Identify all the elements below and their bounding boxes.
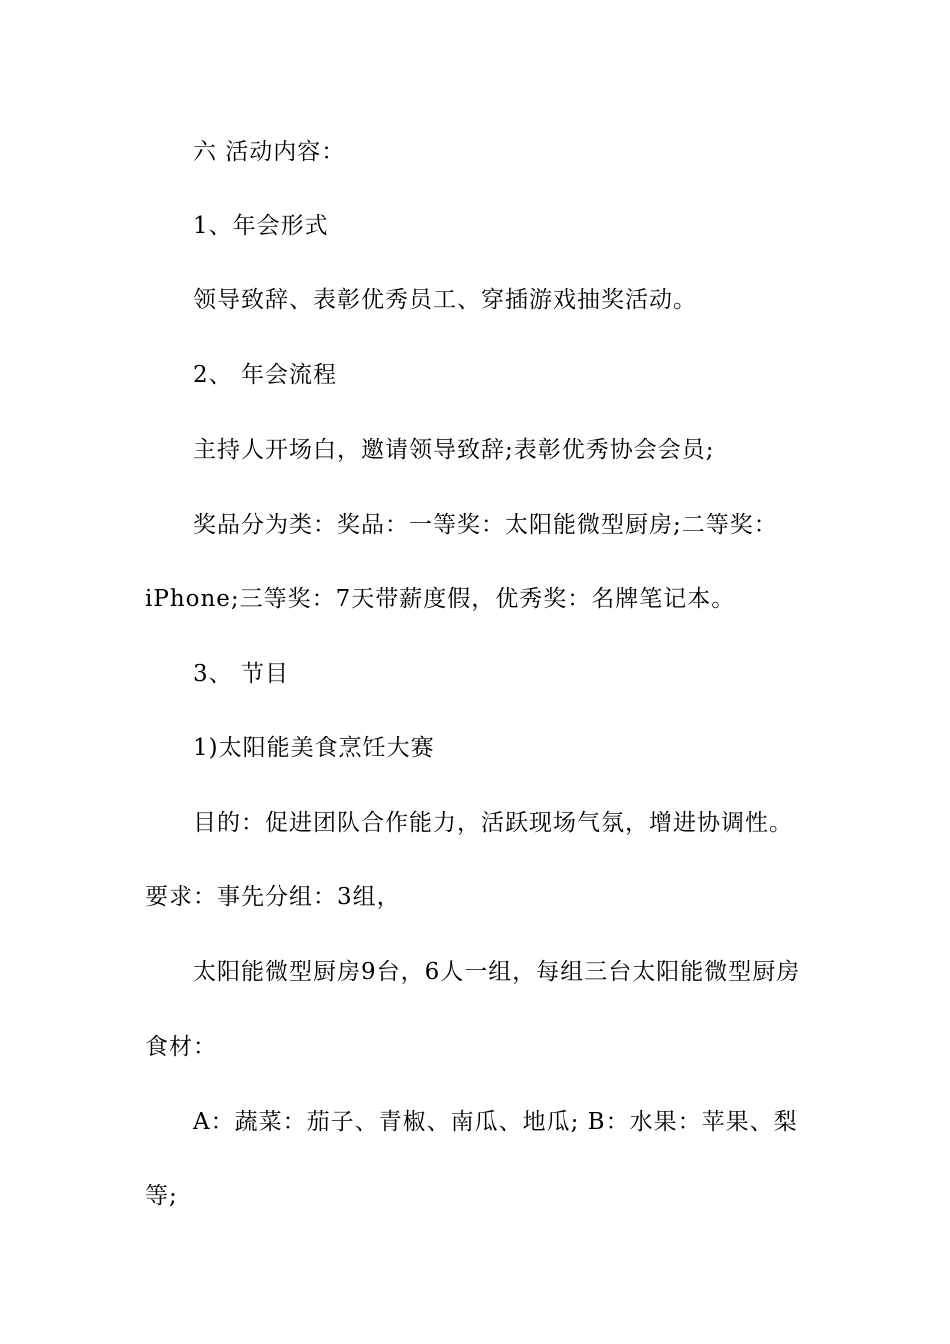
paragraph-purpose: 目的：促进团队合作能力，活跃现场气氛，增进协调性。 bbox=[193, 810, 793, 836]
paragraph-prizes-line-2: iPhone;三等奖：7天带薪度假，优秀奖：名牌笔记本。 bbox=[145, 586, 736, 612]
paragraph-ingredients-list-line-2: 等; bbox=[145, 1183, 178, 1209]
subheading-programs: 3、 节目 bbox=[193, 661, 289, 687]
paragraph-process-details: 主持人开场白，邀请领导致辞;表彰优秀协会会员; bbox=[193, 437, 715, 463]
subheading-annual-meeting-process: 2、 年会流程 bbox=[193, 362, 337, 388]
program-title-cooking-contest: 1)太阳能美食烹饪大赛 bbox=[193, 735, 435, 761]
paragraph-prizes-line-1: 奖品分为类：奖品：一等奖：太阳能微型厨房;二等奖： bbox=[193, 512, 778, 538]
paragraph-requirements: 要求：事先分组：3组， bbox=[145, 884, 401, 910]
paragraph-kitchen-allocation: 太阳能微型厨房9台，6人一组，每组三台太阳能微型厨房 bbox=[193, 959, 801, 985]
paragraph-ingredients-label: 食材： bbox=[145, 1034, 217, 1060]
section-heading-activity-content: 六 活动内容： bbox=[193, 139, 346, 165]
paragraph-format-details: 领导致辞、表彰优秀员工、穿插游戏抽奖活动。 bbox=[193, 287, 697, 313]
subheading-annual-meeting-format: 1、年会形式 bbox=[193, 213, 329, 239]
paragraph-ingredients-list-line-1: A：蔬菜：茄子、青椒、南瓜、地瓜; B：水果：苹果、梨 bbox=[193, 1109, 798, 1135]
